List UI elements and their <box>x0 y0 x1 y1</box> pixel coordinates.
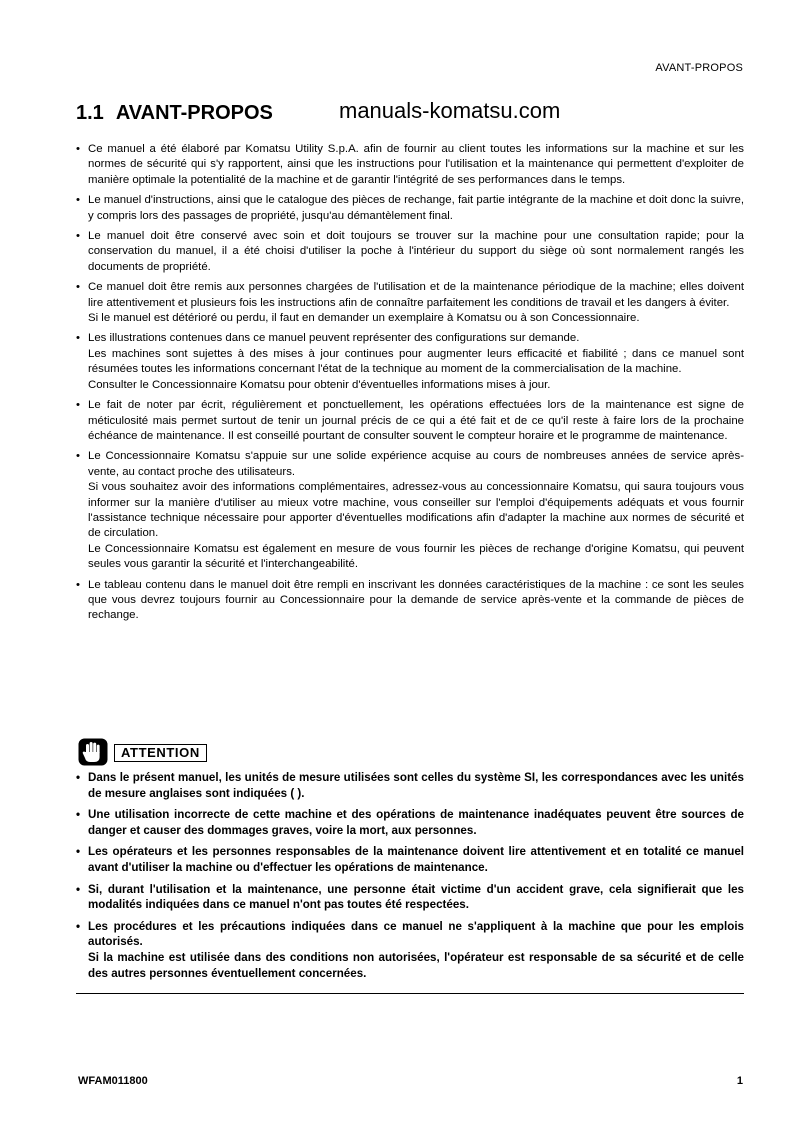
attention-bullet-list <box>76 770 744 987</box>
section-number: 1.1 <box>76 102 104 124</box>
attention-bullet-text: Si la machine est utilisée dans des conditions non autorisées, l'opérateur est responsable de sa sécurité et de celle des autres personnes éventuellement concernées. <box>88 950 744 980</box>
foreword-bullet-text: Si le manuel est détérioré ou perdu, il faut en demander un exemplaire à Komatsu ou à son Concessionnaire. <box>88 312 640 325</box>
attention-label: ATTENTION <box>114 744 207 762</box>
attention-bullet <box>76 882 744 913</box>
attention-bullet <box>76 844 744 875</box>
attention-bullet-text: • Les procédures et les précautions indiquées dans ce manuel ne s'appliquent à la machine que pour les emplois autorisés. <box>88 919 744 949</box>
foreword-bullet-text: Les machines sont sujettes à des mises à jour continues pour augmenter leurs efficacité et fiabilité ; dans ce manuel sont résumées toutes les informations concernant l'état de la technique au moment de la commercialisation de la machine. <box>88 347 744 376</box>
foreword-bullet-text: Si vous souhaitez avoir des informations complémentaires, adressez-vous au concessionnaire Komatsu, qui saura toujours vous informer sur la manière d'utiliser au mieux votre machine, vous conseiller sur l'emploi d'équipements adéquats et vous fournir l'assistance technique nécessaire pour apporter d'éventuelles modifications afin d'adapter la machine aux normes de sécurité et de circulation. <box>88 481 744 540</box>
attention-bullet-text: • Une utilisation incorrecte de cette machine et des opérations de maintenance inadéquates peuvent être sources de danger et causer des dommages graves, voire la mort, aux personnes. <box>88 808 744 837</box>
section-divider <box>76 993 744 994</box>
attention-bullet <box>76 807 744 838</box>
foreword-bullet-text: Consulter le Concessionnaire Komatsu pour obtenir d'éventuelles informations mises à jour. <box>88 378 551 391</box>
watermark-text: manuals-komatsu.com <box>339 98 561 123</box>
foreword-bullet-text: • Les illustrations contenues dans ce manuel peuvent représenter des configurations sur demande. <box>88 332 580 345</box>
section-title-text: AVANT-PROPOS <box>115 102 273 124</box>
foreword-bullet-text: • Le fait de noter par écrit, régulièrement et ponctuellement, les opérations effectuées lors de la maintenance est signe de méticulosité mais permet surtout de tenir un journal précis de ce qui a été fait et de ce qu'il reste à faire lors de la prochaine échéance de maintenance. Il est conseillé pourtant de consulter souvent le compteur horaire et le programme de maintenance. <box>88 399 744 442</box>
page-number: 1 <box>736 1075 743 1087</box>
foreword-bullet <box>76 449 744 572</box>
foreword-bullet <box>76 229 744 275</box>
running-header: AVANT-PROPOS <box>655 62 743 74</box>
foreword-bullet <box>76 578 744 624</box>
attention-bullet-text: • Si, durant l'utilisation et la maintenance, une personne était victime d'un accident grave, cela signifierait que les modalités indiquées dans ce manuel n'ont pas toutes été respectées. <box>88 882 744 912</box>
title-row <box>76 98 743 128</box>
foreword-bullet-text: • Le tableau contenu dans le manuel doit être rempli en inscrivant les données caractéristiques de la machine : ce sont les seules que vous devrez toujours fournir au Concessionnaire pour la demande de service après-vente et la commande de pièces de rechange. <box>88 578 744 622</box>
foreword-bullet <box>76 331 744 393</box>
foreword-bullet-text: • Ce manuel a été élaboré par Komatsu Utility S.p.A. afin de fournir au client toutes les informations sur la machine et sur les normes de sécurité qui s'y rapportent, ainsi que les instructions pour l'utilisation et la maintenance qui permettent d'exploiter de manière optimale la potentialité de la machine et de garantir l'intégrité de ses performances dans le temps. <box>88 143 744 186</box>
section-title <box>76 102 273 125</box>
foreword-bullet-text: • Le Concessionnaire Komatsu s'appuie sur une solide expérience acquise au cours de nombreuses années de service après-vente, au contact proche des utilisateurs. <box>88 450 744 478</box>
attention-bullet <box>76 770 744 801</box>
hand-stop-icon <box>78 738 108 766</box>
foreword-bullet <box>76 280 744 326</box>
foreword-bullet-text: • Le manuel doit être conservé avec soin et doit toujours se trouver sur la machine pour une consultation rapide; pour la conservation du manuel, il a été choisi d'utiliser la poche à l'intérieur du support du siège où sont normalement rangés les documents de propriété. <box>88 230 744 273</box>
attention-bullet-text: • Dans le présent manuel, les unités de mesure utilisées sont celles du système SI, les correspondances avec les unités de mesure anglaises sont indiquées ( ). <box>88 771 744 800</box>
foreword-bullet <box>76 398 744 444</box>
foreword-bullet-text: Le Concessionnaire Komatsu est également en mesure de vous fournir les pièces de rechange d'origine Komatsu, qui peuvent seules vous garantir la sécurité et l'interchangeabilité. <box>88 542 744 571</box>
attention-bullet <box>76 919 744 981</box>
foreword-bullet <box>76 193 744 224</box>
footer-document-code: WFAM011800 <box>78 1075 148 1087</box>
attention-bullet-text: • Les opérateurs et les personnes responsables de la maintenance doivent lire attentivement et en totalité ce manuel avant d'utiliser la machine ou d'effectuer les opérations de maintenance. <box>88 845 744 874</box>
foreword-bullet-text: • Le manuel d'instructions, ainsi que le catalogue des pièces de rechange, fait partie intégrante de la machine et doit donc la suivre, y compris lors des passages de propriété, jusqu'au démantèlement final. <box>88 194 744 222</box>
foreword-bullet-list <box>76 142 744 629</box>
foreword-bullet <box>76 142 744 188</box>
foreword-bullet-text: • Ce manuel doit être remis aux personnes chargées de l'utilisation et de la maintenance périodique de la machine; elles doivent lire attentivement et plusieurs fois les instructions afin de connaître parfaitement les conditions de travail et les dangers à éviter. <box>88 281 744 309</box>
